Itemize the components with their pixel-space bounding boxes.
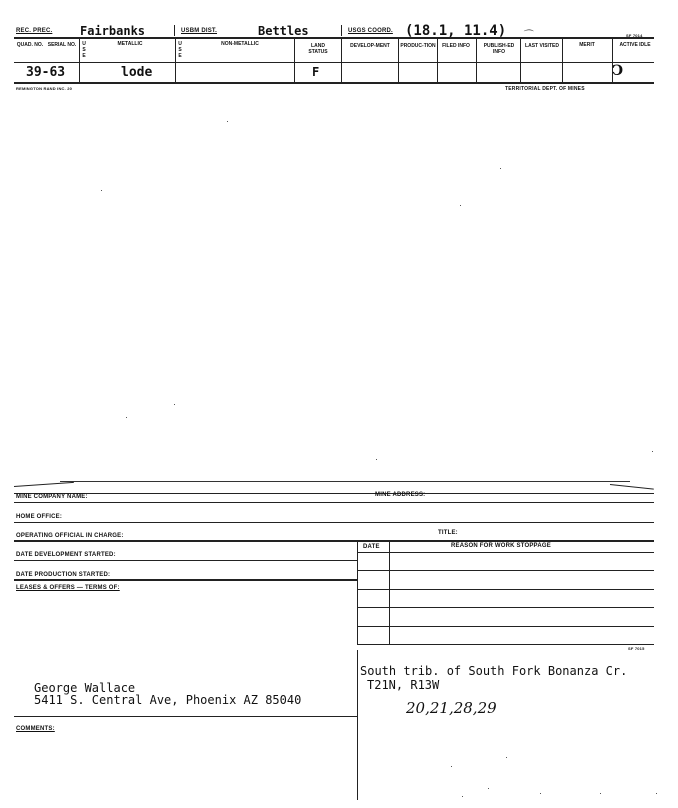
date-production-label: DATE PRODUCTION STARTED: [16, 572, 111, 578]
title-label: TITLE: [438, 530, 458, 536]
quad-serial-value: 39-63 [26, 65, 66, 80]
form-number-bottom: SF 7015 [628, 646, 645, 651]
form-number-top: SF 7014 [626, 33, 643, 38]
active-idle-mark: Ↄ [612, 63, 624, 79]
metallic-value: lode [121, 65, 153, 80]
col-use-non-metallic: U S E [178, 41, 182, 59]
col-serial-no: SERIAL NO. [47, 42, 77, 48]
rec-prec-value: Fairbanks [80, 24, 146, 38]
location-line-1: South trib. of South Fork Bonanza Cr. [360, 664, 628, 678]
owner-name: George Wallace [34, 681, 136, 695]
usbm-dist-value: Bettles [258, 24, 309, 38]
rec-prec-label: REC. PREC. [16, 28, 53, 34]
col-filed-info: FILED INFO [442, 43, 470, 49]
operating-official-label: OPERATING OFFICIAL IN CHARGE: [16, 533, 124, 539]
date-development-label: DATE DEVELOPMENT STARTED: [16, 552, 116, 558]
col-merit: MERIT [579, 42, 595, 48]
home-office-label: HOME OFFICE: [16, 514, 63, 520]
col-development: DEVELOP-MENT [350, 43, 390, 49]
leases-label: LEASES & OFFERS — TERMS OF: [16, 585, 120, 591]
date-column-divider [389, 541, 390, 645]
owner-address: 5411 S. Central Ave, Phoenix AZ 85040 [34, 693, 302, 707]
usbm-dist-label: USBM DIST. [181, 28, 218, 34]
col-use-metallic: U S E [82, 41, 86, 59]
sections-handwritten: 20,21,28,29 [406, 699, 497, 717]
usgs-coord-label: USGS COORD. [348, 28, 393, 34]
col-non-metallic: NON-METALLIC [221, 41, 259, 47]
printer-imprint: REMINGTON RAND INC. 20 [16, 86, 73, 91]
reason-column-header: REASON FOR WORK STOPPAGE [451, 543, 551, 549]
mine-company-name-label: MINE COMPANY NAME: [16, 494, 88, 500]
pencil-dash-mark: ⌒ [522, 30, 532, 41]
department-imprint: TERRITORIAL DEPT. OF MINES [505, 86, 585, 92]
col-quad-no: QUAD. NO. [16, 42, 44, 48]
mine-address-label: MINE ADDRESS: [375, 492, 426, 498]
comments-label: COMMENTS: [16, 726, 55, 732]
col-metallic: METALLIC [117, 41, 143, 47]
usgs-coord-value: (18.1, 11.4) [405, 23, 507, 39]
col-last-visited: LAST VISITED [525, 43, 559, 49]
col-active-idle: ACTIVE IDLE [619, 42, 651, 48]
col-published-info: PUBLISH-ED INFO [483, 43, 515, 55]
location-line-2: T21N, R13W [367, 678, 440, 692]
date-column-header: DATE [363, 544, 380, 550]
col-production: PRODUC-TION [400, 43, 436, 49]
col-land-status: LAND STATUS [308, 43, 328, 55]
land-status-value: F [312, 65, 320, 79]
